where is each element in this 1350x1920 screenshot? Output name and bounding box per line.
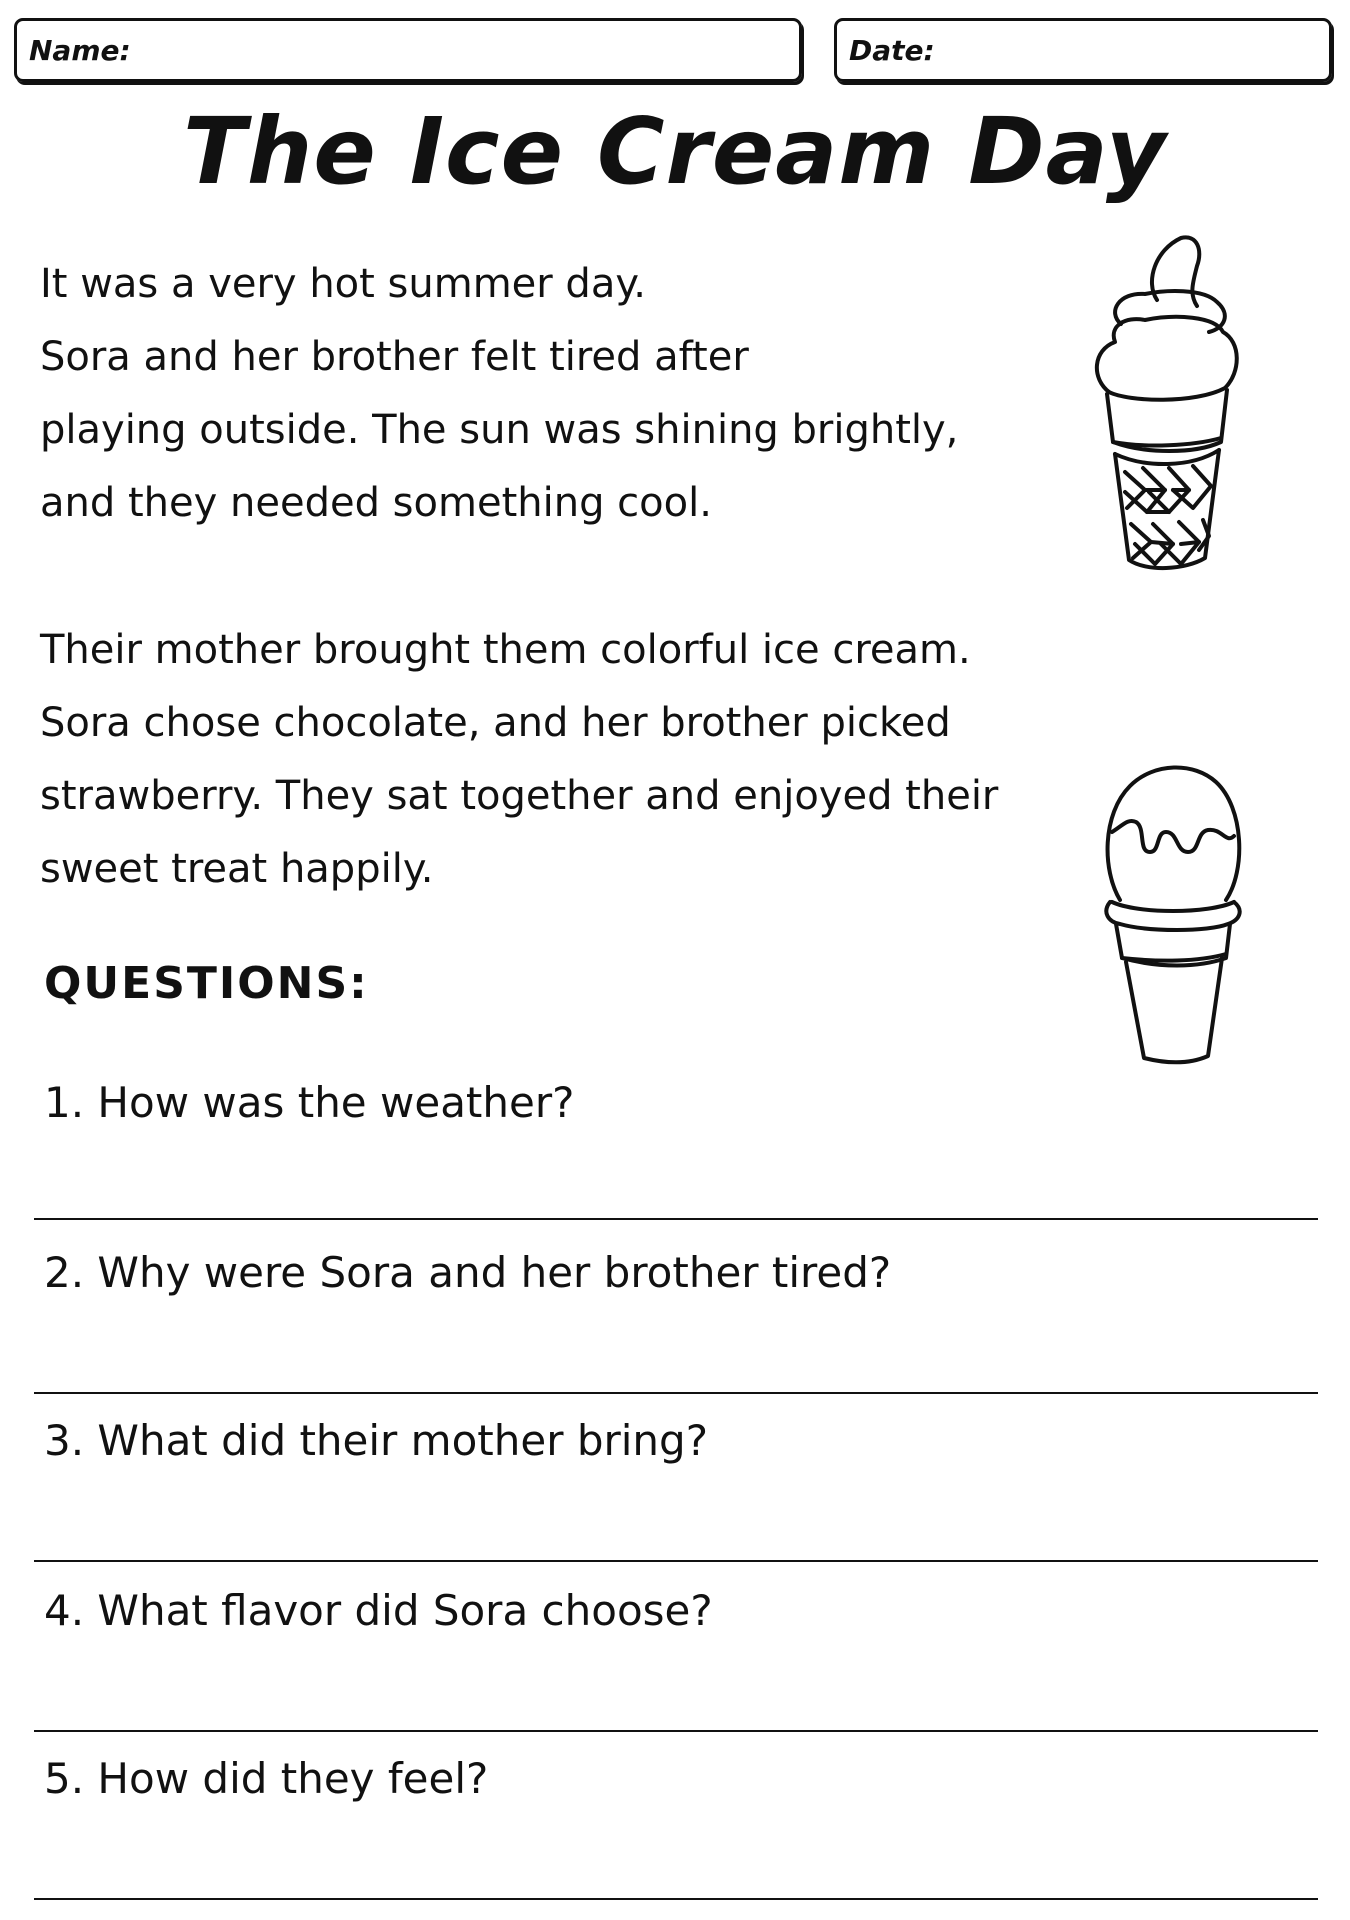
questions-heading: QUESTIONS: bbox=[44, 958, 369, 1009]
scoop-ice-cream-cone-icon bbox=[1098, 752, 1246, 1072]
story-line: It was a very hot summer day. bbox=[40, 261, 647, 307]
worksheet-title: The Ice Cream Day bbox=[183, 98, 1167, 205]
story-line: Sora and her brother felt tired after bbox=[40, 334, 749, 380]
story-line: Their mother brought them colorful ice cream. bbox=[40, 627, 971, 673]
question-1: 1. How was the weather? bbox=[44, 1078, 575, 1127]
story-line: sweet treat happily. bbox=[40, 846, 434, 892]
date-label: Date: bbox=[849, 33, 935, 67]
story-line: strawberry. They sat together and enjoyed their bbox=[40, 773, 999, 819]
story-paragraph-2 bbox=[40, 614, 1100, 906]
answer-line-3[interactable] bbox=[34, 1560, 1318, 1562]
answer-line-5[interactable] bbox=[34, 1898, 1318, 1900]
story-paragraph-1 bbox=[40, 248, 1100, 540]
story-line: and they needed something cool. bbox=[40, 480, 712, 526]
question-2: 2. Why were Sora and her brother tired? bbox=[44, 1248, 892, 1297]
answer-line-2[interactable] bbox=[34, 1392, 1318, 1394]
answer-line-1[interactable] bbox=[34, 1218, 1318, 1220]
question-5: 5. How did they feel? bbox=[44, 1754, 489, 1803]
name-label: Name: bbox=[29, 33, 131, 67]
date-field[interactable] bbox=[834, 18, 1332, 82]
question-4: 4. What flavor did Sora choose? bbox=[44, 1586, 713, 1635]
question-3: 3. What did their mother bring? bbox=[44, 1416, 709, 1465]
story-line: Sora chose chocolate, and her brother picked bbox=[40, 700, 951, 746]
name-field[interactable] bbox=[14, 18, 802, 82]
swirl-ice-cream-cone-icon bbox=[1085, 232, 1245, 612]
story-line: playing outside. The sun was shining brightly, bbox=[40, 407, 959, 453]
answer-line-4[interactable] bbox=[34, 1730, 1318, 1732]
